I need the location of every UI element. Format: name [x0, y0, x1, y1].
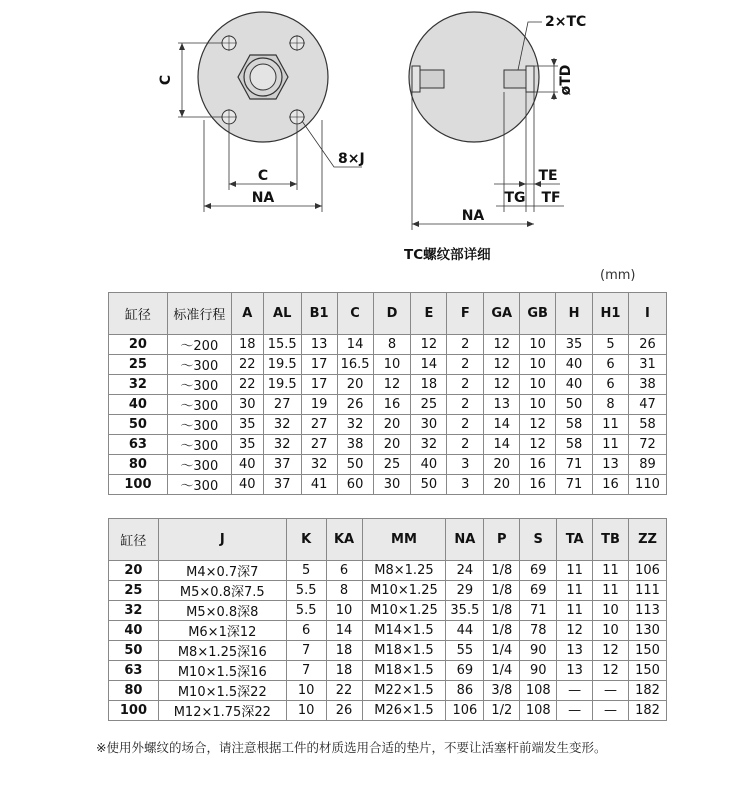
table-cell: 20	[373, 415, 411, 435]
table-cell: 50	[556, 395, 593, 415]
table-cell: —	[557, 681, 593, 701]
table-cell: 40	[231, 455, 263, 475]
table-cell: 13	[484, 395, 520, 415]
table-cell: M10×1.25	[362, 601, 446, 621]
table-cell: 11	[557, 581, 593, 601]
column-header: E	[411, 293, 447, 335]
column-header: TA	[557, 519, 593, 561]
table-row	[109, 621, 667, 641]
table-cell: 14	[484, 435, 520, 455]
column-header: GA	[484, 293, 520, 335]
table-cell: 16	[520, 455, 556, 475]
table-cell: 18	[231, 335, 263, 355]
table-row	[109, 681, 667, 701]
table-row	[109, 475, 667, 495]
table-cell: M5×0.8深8	[158, 601, 286, 621]
column-header: TB	[593, 519, 629, 561]
bore-size-cell: 63	[109, 661, 159, 681]
column-header: A	[231, 293, 263, 335]
table-row	[109, 581, 667, 601]
table-cell: 37	[263, 455, 301, 475]
table-cell: 106	[446, 701, 484, 721]
table-cell: 10	[373, 355, 411, 375]
column-header: I	[628, 293, 666, 335]
table-cell: 35	[231, 435, 263, 455]
table-cell: 6	[286, 621, 326, 641]
table-cell: 111	[629, 581, 667, 601]
table-cell: 10	[593, 621, 629, 641]
unit-label: (mm)	[600, 268, 636, 283]
table-cell: M6×1深12	[158, 621, 286, 641]
table-cell: 69	[520, 581, 557, 601]
table-cell: 37	[263, 475, 301, 495]
table-cell: M18×1.5	[362, 641, 446, 661]
table-cell: 18	[411, 375, 447, 395]
table-cell: 58	[556, 415, 593, 435]
table-cell: 1/2	[484, 701, 520, 721]
table-cell: 2	[447, 355, 484, 375]
table-cell: 3/8	[484, 681, 520, 701]
table-cell: 19.5	[263, 355, 301, 375]
table-cell: —	[593, 701, 629, 721]
bore-size-cell: 40	[109, 621, 159, 641]
table-cell: 58	[556, 435, 593, 455]
table-cell: 13	[593, 455, 629, 475]
column-header: H1	[593, 293, 629, 335]
dim-c-vertical-label: C	[158, 74, 174, 86]
table-cell: 5.5	[286, 601, 326, 621]
column-header: J	[158, 519, 286, 561]
table-cell: ～300	[167, 435, 231, 455]
table-cell: 35.5	[446, 601, 484, 621]
dim-na-left-label: NA	[251, 190, 275, 206]
table-cell: M4×0.7深7	[158, 561, 286, 581]
table-cell: 14	[411, 355, 447, 375]
table-cell: 20	[373, 435, 411, 455]
table-cell: 150	[629, 641, 667, 661]
table-cell: 32	[263, 435, 301, 455]
table-cell: 24	[446, 561, 484, 581]
table-cell: 29	[446, 581, 484, 601]
table-cell: 90	[520, 661, 557, 681]
table-cell: M10×1.5深22	[158, 681, 286, 701]
table-cell: 86	[446, 681, 484, 701]
dim-na-right-label: NA	[461, 208, 485, 224]
table-cell: 60	[337, 475, 373, 495]
table-cell: 10	[520, 375, 556, 395]
dim-tc-label: 2×TC	[545, 14, 587, 30]
table-cell: 113	[629, 601, 667, 621]
table-cell: 27	[263, 395, 301, 415]
table-cell: 10	[593, 601, 629, 621]
bore-size-cell: 80	[109, 455, 168, 475]
table-cell: 108	[520, 681, 557, 701]
table-cell: 10	[520, 355, 556, 375]
table-cell: 12	[411, 335, 447, 355]
table-cell: 40	[231, 475, 263, 495]
table-cell: 15.5	[263, 335, 301, 355]
bore-size-cell: 32	[109, 601, 159, 621]
table-cell: 6	[593, 375, 629, 395]
bore-size-cell: 100	[109, 475, 168, 495]
table-cell: 40	[556, 355, 593, 375]
table-cell: M8×1.25深16	[158, 641, 286, 661]
column-header: S	[520, 519, 557, 561]
table-cell: ～300	[167, 355, 231, 375]
table-cell: 25	[373, 455, 411, 475]
bore-size-cell: 40	[109, 395, 168, 415]
table-cell: 12	[520, 415, 556, 435]
table-cell: 69	[446, 661, 484, 681]
table-cell: 22	[231, 375, 263, 395]
column-header: H	[556, 293, 593, 335]
column-header: GB	[520, 293, 556, 335]
table-cell: 41	[301, 475, 337, 495]
table-cell: 11	[557, 601, 593, 621]
dim-tg-label: TG	[504, 190, 526, 206]
table-row	[109, 335, 667, 355]
table-cell: 26	[326, 701, 362, 721]
table-cell: ～300	[167, 415, 231, 435]
bore-size-cell: 50	[109, 415, 168, 435]
table-cell: 5.5	[286, 581, 326, 601]
table-cell: 35	[556, 335, 593, 355]
table-cell: 1/8	[484, 581, 520, 601]
table-cell: 27	[301, 435, 337, 455]
table-cell: 10	[286, 701, 326, 721]
table-cell: 12	[484, 355, 520, 375]
column-header: 缸径	[109, 293, 168, 335]
table-row	[109, 395, 667, 415]
column-header: P	[484, 519, 520, 561]
table-cell: 71	[556, 475, 593, 495]
table-cell: 12	[593, 661, 629, 681]
table-cell: ～300	[167, 475, 231, 495]
table-cell: 2	[447, 375, 484, 395]
column-header: 缸径	[109, 519, 159, 561]
table-cell: 2	[447, 435, 484, 455]
tc-detail-caption: TC螺纹部详细	[404, 247, 491, 263]
table-cell: 22	[326, 681, 362, 701]
table-cell: 11	[593, 561, 629, 581]
column-header: K	[286, 519, 326, 561]
table-cell: 1/8	[484, 601, 520, 621]
table-cell: 71	[520, 601, 557, 621]
table-cell: 35	[231, 415, 263, 435]
table-cell: 12	[593, 641, 629, 661]
table-cell: 6	[593, 355, 629, 375]
table-cell: 26	[337, 395, 373, 415]
table-cell: 13	[557, 661, 593, 681]
table-cell: 8	[326, 581, 362, 601]
table-row	[109, 415, 667, 435]
table-cell: 18	[326, 641, 362, 661]
bore-size-cell: 50	[109, 641, 159, 661]
table-row	[109, 701, 667, 721]
table-row	[109, 355, 667, 375]
table-cell: 12	[520, 435, 556, 455]
table-cell: 71	[556, 455, 593, 475]
dim-tf-label: TF	[541, 190, 561, 206]
table-cell: 11	[557, 561, 593, 581]
table-cell: 182	[629, 701, 667, 721]
table-cell: M8×1.25	[362, 561, 446, 581]
table-cell: M26×1.5	[362, 701, 446, 721]
table-cell: 20	[337, 375, 373, 395]
table-cell: 8	[373, 335, 411, 355]
table-cell: 1/4	[484, 641, 520, 661]
bore-size-cell: 25	[109, 581, 159, 601]
table-cell: ～300	[167, 455, 231, 475]
table-cell: 16.5	[337, 355, 373, 375]
table-cell: 30	[231, 395, 263, 415]
table-cell: 6	[326, 561, 362, 581]
table-cell: 22	[231, 355, 263, 375]
table-cell: 110	[628, 475, 666, 495]
table-cell: 10	[520, 335, 556, 355]
table-cell: 18	[326, 661, 362, 681]
table-cell: 40	[411, 455, 447, 475]
table-cell: 38	[337, 435, 373, 455]
table-cell: 12	[484, 375, 520, 395]
table-row	[109, 435, 667, 455]
table-cell: 16	[373, 395, 411, 415]
table-cell: 40	[556, 375, 593, 395]
dim-c-horizontal-label: C	[257, 168, 269, 184]
table-cell: 3	[447, 475, 484, 495]
table-cell: M10×1.5深16	[158, 661, 286, 681]
table-cell: 69	[520, 561, 557, 581]
table-cell: 7	[286, 641, 326, 661]
table-cell: 2	[447, 335, 484, 355]
table-cell: M14×1.5	[362, 621, 446, 641]
table-row	[109, 661, 667, 681]
table-cell: 50	[411, 475, 447, 495]
table-cell: 89	[628, 455, 666, 475]
table-cell: 182	[629, 681, 667, 701]
table-cell: 44	[446, 621, 484, 641]
table-cell: 14	[326, 621, 362, 641]
column-header: MM	[362, 519, 446, 561]
bore-size-cell: 100	[109, 701, 159, 721]
table-cell: 150	[629, 661, 667, 681]
table-cell: M10×1.25	[362, 581, 446, 601]
table-cell: 5	[593, 335, 629, 355]
table-cell: 26	[628, 335, 666, 355]
table-cell: 12	[373, 375, 411, 395]
table-cell: 130	[629, 621, 667, 641]
table-cell: 13	[557, 641, 593, 661]
bore-size-cell: 80	[109, 681, 159, 701]
dim-te-label: TE	[538, 168, 558, 184]
table-cell: 106	[629, 561, 667, 581]
table-cell: 7	[286, 661, 326, 681]
table-row	[109, 375, 667, 395]
table-cell: 50	[337, 455, 373, 475]
column-header: KA	[326, 519, 362, 561]
table-cell: 12	[484, 335, 520, 355]
table-cell: 13	[301, 335, 337, 355]
callout-j-label: 8×J	[338, 151, 365, 167]
column-header: 标准行程	[167, 293, 231, 335]
table-cell: 11	[593, 415, 629, 435]
column-header: C	[337, 293, 373, 335]
table-cell: 14	[337, 335, 373, 355]
bore-size-cell: 63	[109, 435, 168, 455]
dim-td-label: øTD	[558, 64, 574, 96]
table-cell: 38	[628, 375, 666, 395]
table-row	[109, 561, 667, 581]
table-cell: 1/8	[484, 561, 520, 581]
table-cell: 11	[593, 581, 629, 601]
table-cell: 2	[447, 395, 484, 415]
column-header: ZZ	[629, 519, 667, 561]
table-cell: 10	[520, 395, 556, 415]
table-cell: 5	[286, 561, 326, 581]
table-cell: 12	[557, 621, 593, 641]
table-cell: 16	[520, 475, 556, 495]
table-cell: 58	[628, 415, 666, 435]
table-cell: 20	[484, 455, 520, 475]
table-header-row	[109, 293, 667, 335]
technical-drawings	[0, 0, 750, 270]
column-header: F	[447, 293, 484, 335]
bore-size-cell: 20	[109, 335, 168, 355]
rod-end-view	[178, 12, 362, 212]
table-cell: 16	[593, 475, 629, 495]
table-cell: M12×1.75深22	[158, 701, 286, 721]
table-cell: 1/8	[484, 621, 520, 641]
table-cell: M5×0.8深7.5	[158, 581, 286, 601]
column-header: B1	[301, 293, 337, 335]
table-cell: 32	[263, 415, 301, 435]
table-cell: 27	[301, 415, 337, 435]
table-row	[109, 455, 667, 475]
table-cell: 8	[593, 395, 629, 415]
table-cell: 14	[484, 415, 520, 435]
table-cell: 72	[628, 435, 666, 455]
table-cell: 3	[447, 455, 484, 475]
table-cell: 78	[520, 621, 557, 641]
column-header: D	[373, 293, 411, 335]
table-header-row	[109, 519, 667, 561]
column-header: NA	[446, 519, 484, 561]
table-cell: 47	[628, 395, 666, 415]
table-cell: —	[593, 681, 629, 701]
bore-size-cell: 25	[109, 355, 168, 375]
table-cell: 30	[373, 475, 411, 495]
table-cell: 20	[484, 475, 520, 495]
table-cell: 11	[593, 435, 629, 455]
table-cell: 31	[628, 355, 666, 375]
table-cell: M22×1.5	[362, 681, 446, 701]
table-cell: 2	[447, 415, 484, 435]
table-cell: ～200	[167, 335, 231, 355]
bore-size-cell: 20	[109, 561, 159, 581]
table-cell: ～300	[167, 395, 231, 415]
table-cell: 10	[326, 601, 362, 621]
table-cell: 25	[411, 395, 447, 415]
table-cell: ～300	[167, 375, 231, 395]
table-cell: 17	[301, 375, 337, 395]
table-cell: 108	[520, 701, 557, 721]
table-cell: 10	[286, 681, 326, 701]
usage-note: ※使用外螺纹的场合，请注意根据工件的材质选用合适的垫片，不要让活塞杆前端发生变形。	[96, 740, 607, 755]
table-cell: 32	[337, 415, 373, 435]
table-cell: 90	[520, 641, 557, 661]
table-row	[109, 601, 667, 621]
table-cell: 17	[301, 355, 337, 375]
table-cell: 55	[446, 641, 484, 661]
dimension-table-1	[108, 292, 667, 495]
table-cell: 19	[301, 395, 337, 415]
table-cell: 19.5	[263, 375, 301, 395]
table-cell: 32	[411, 435, 447, 455]
table-cell: 32	[301, 455, 337, 475]
table-row	[109, 641, 667, 661]
column-header: AL	[263, 293, 301, 335]
table-cell: —	[557, 701, 593, 721]
table-cell: 1/4	[484, 661, 520, 681]
dimension-table-2	[108, 518, 667, 721]
bore-size-cell: 32	[109, 375, 168, 395]
table-cell: 30	[411, 415, 447, 435]
table-cell: M18×1.5	[362, 661, 446, 681]
